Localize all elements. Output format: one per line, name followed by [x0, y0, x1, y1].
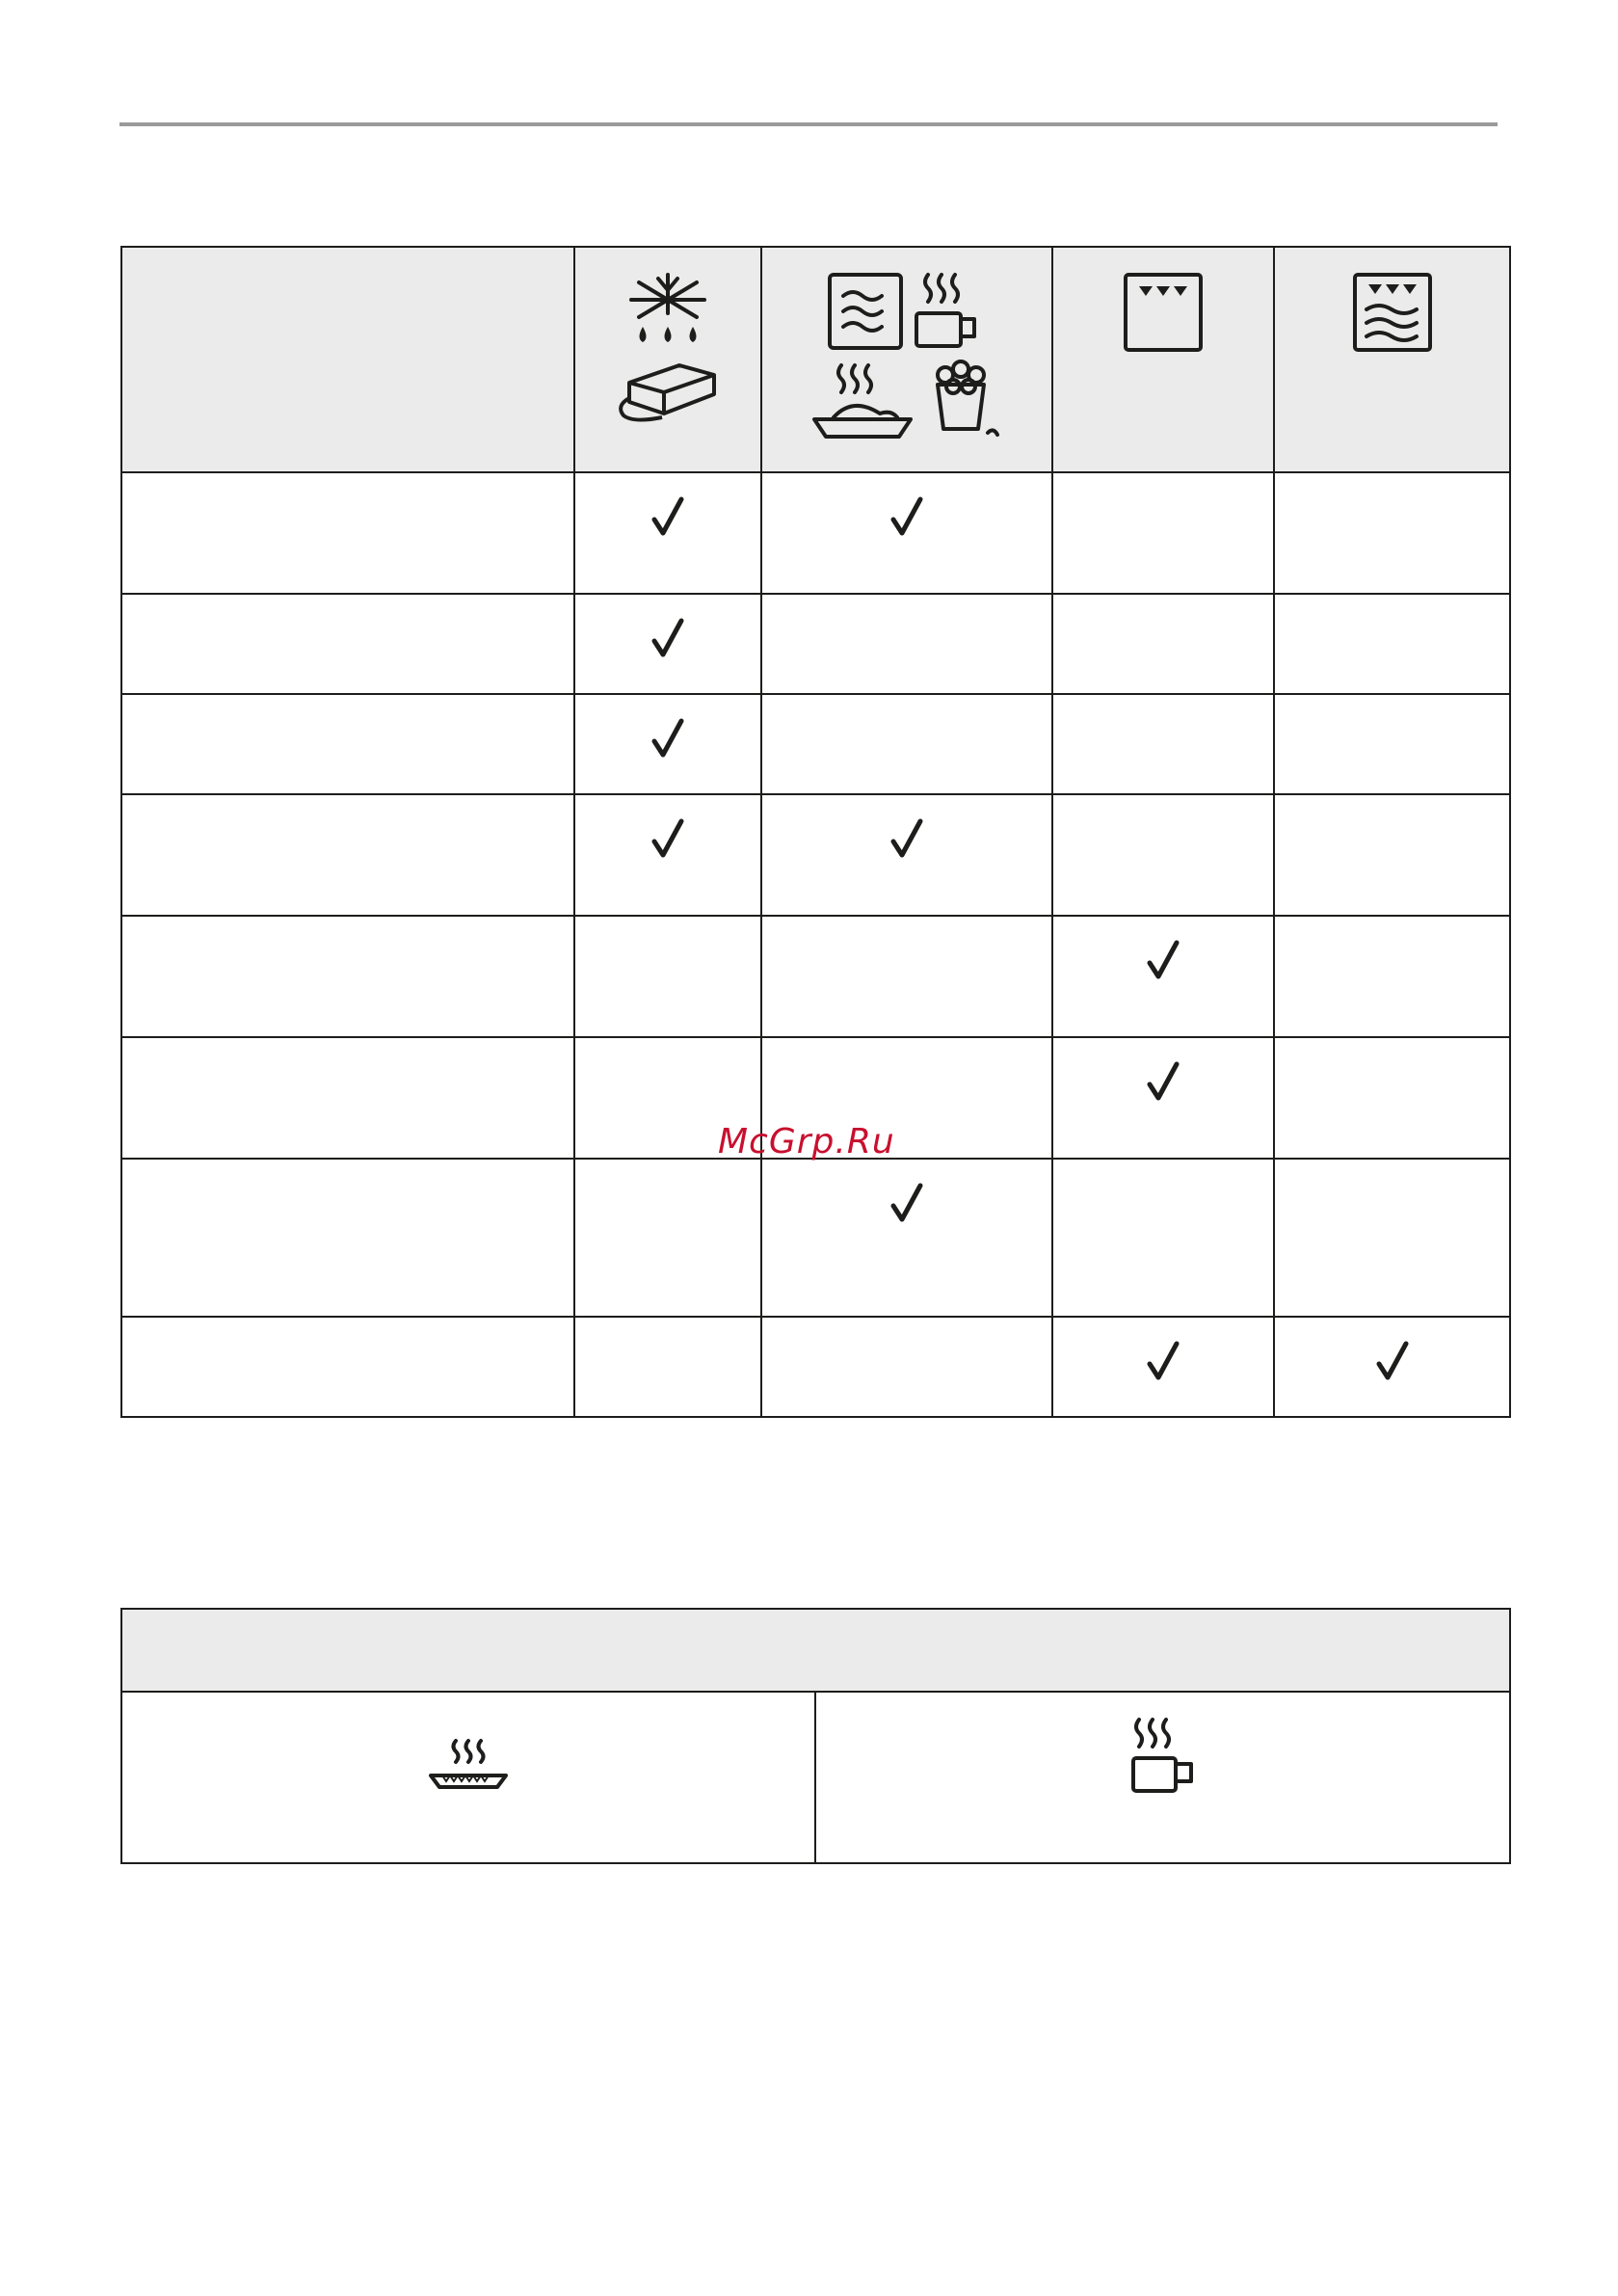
table-row — [121, 1159, 1510, 1317]
checkmark-icon — [890, 818, 923, 859]
check-cell — [574, 694, 761, 794]
check-cell — [1274, 472, 1510, 594]
row-label-cell — [121, 694, 574, 794]
check-cell — [1052, 694, 1274, 794]
header-combination — [1274, 247, 1510, 472]
checkmark-icon — [651, 496, 684, 537]
reheat-table-header-cell — [121, 1609, 1510, 1692]
check-cell — [761, 472, 1052, 594]
defrost-icon — [610, 269, 726, 442]
table-header-row — [121, 247, 1510, 472]
reheat-dish-icon — [429, 1737, 508, 1791]
table-row — [121, 594, 1510, 694]
check-cell — [1274, 1317, 1510, 1417]
checkmark-icon — [890, 1183, 923, 1223]
header-defrost — [574, 247, 761, 472]
reheat-table-icon-row — [121, 1692, 1510, 1863]
top-rule — [119, 122, 1498, 126]
table-row — [121, 916, 1510, 1037]
header-microwave — [761, 247, 1052, 472]
check-cell — [1052, 594, 1274, 694]
watermark: McGrp.Ru — [718, 1122, 895, 1161]
reheat-drink-cell — [815, 1692, 1510, 1863]
check-cell — [761, 694, 1052, 794]
table-row — [121, 694, 1510, 794]
check-cell — [574, 472, 761, 594]
row-label-cell — [121, 1159, 574, 1317]
checkmark-icon — [651, 618, 684, 658]
row-label-cell — [121, 1317, 574, 1417]
row-label-cell — [121, 794, 574, 916]
check-cell — [1052, 472, 1274, 594]
check-cell — [1274, 1037, 1510, 1159]
function-table — [120, 246, 1511, 1418]
check-cell — [1052, 1159, 1274, 1317]
check-cell — [1052, 1037, 1274, 1159]
header-blank-cell — [121, 247, 574, 472]
row-label-cell — [121, 916, 574, 1037]
table-row — [121, 794, 1510, 916]
checkmark-icon — [651, 818, 684, 859]
check-cell — [1274, 594, 1510, 694]
checkmark-icon — [1147, 1341, 1180, 1381]
check-cell — [1274, 916, 1510, 1037]
checkmark-icon — [1147, 940, 1180, 980]
check-cell — [574, 1159, 761, 1317]
check-cell — [761, 916, 1052, 1037]
reheat-drink-icon — [1129, 1716, 1197, 1797]
check-cell — [574, 916, 761, 1037]
microwave-reheat-icon — [810, 269, 1003, 442]
check-cell — [761, 594, 1052, 694]
grill-icon — [1120, 269, 1207, 356]
table-row — [121, 472, 1510, 594]
check-cell — [1052, 1317, 1274, 1417]
checkmark-icon — [1147, 1061, 1180, 1102]
table-row — [121, 1317, 1510, 1417]
check-cell — [574, 794, 761, 916]
checkmark-icon — [651, 718, 684, 759]
check-cell — [1052, 794, 1274, 916]
check-cell — [574, 1317, 761, 1417]
check-cell — [761, 794, 1052, 916]
microwave-grill-combination-icon — [1349, 269, 1436, 356]
check-cell — [574, 594, 761, 694]
row-label-cell — [121, 472, 574, 594]
row-label-cell — [121, 1037, 574, 1159]
check-cell — [1052, 916, 1274, 1037]
reheat-table — [120, 1608, 1511, 1864]
check-cell — [1274, 1159, 1510, 1317]
check-cell — [761, 1159, 1052, 1317]
check-cell — [1274, 694, 1510, 794]
checkmark-icon — [890, 496, 923, 537]
checkmark-icon — [1376, 1341, 1409, 1381]
row-label-cell — [121, 594, 574, 694]
reheat-table-header-row — [121, 1609, 1510, 1692]
header-grill — [1052, 247, 1274, 472]
check-cell — [761, 1317, 1052, 1417]
check-cell — [1274, 794, 1510, 916]
reheat-dish-cell — [121, 1692, 815, 1863]
